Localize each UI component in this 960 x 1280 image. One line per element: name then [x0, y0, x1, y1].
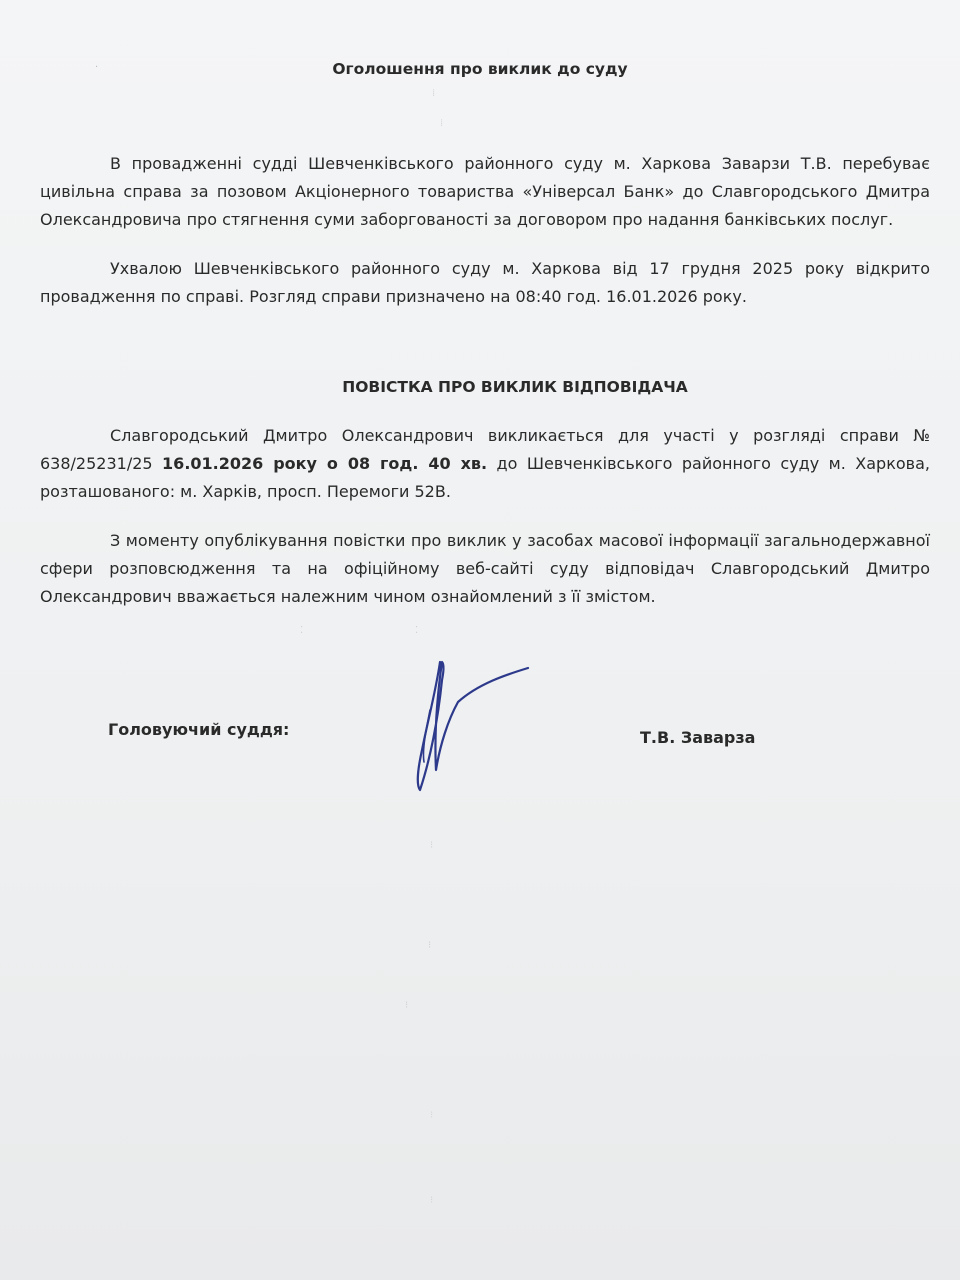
show-through-mark: · [95, 62, 99, 73]
paragraph-ruling-text: Ухвалою Шевченківського районного суду м. Харкова від 17 грудня 2025 року відкрито провадження по справі. Розгляд справи призначено на 08:40 год. 16.01.2026 року. [40, 259, 930, 306]
paragraph-summons-text-2: до Шевченківського районного суду м. Харкова, розташованого: м. Харків, просп. Перемоги 52В. [40, 454, 930, 501]
show-through-mark: ⁚ [415, 625, 419, 636]
paragraph-summons-text-1: Славгородський Дмитро Олександрович викликається для участі у розгляді справи № 638/25231/25 [40, 426, 930, 473]
paragraph-case-info-text: В провадженні судді Шевченківського районного суду м. Харкова Заварзи Т.В. перебуває цивільна справа за позовом Акціонерного товариства «Універсал Банк» до Славгородського Дмитра Олександровича про стягнення суми заборгованості за договором про надання банківських послуг. [40, 154, 930, 229]
show-through-mark: ⁝ [430, 1110, 434, 1121]
paragraph-case-info [40, 150, 930, 234]
document-title: Оголошення про виклик до суду [332, 60, 628, 78]
show-through-mark: ⁝ [428, 940, 432, 951]
paragraph-ruling [40, 255, 930, 311]
paragraph-publication [40, 527, 930, 611]
summons-heading: ПОВІСТКА ПРО ВИКЛИК ВІДПОВІДАЧА [342, 378, 688, 396]
show-through-mark: ⁞ [440, 118, 444, 129]
judge-name: Т.В. Заварза [640, 728, 756, 747]
show-through-mark: ⁝ [405, 1000, 409, 1011]
handwritten-signature [400, 650, 550, 800]
show-through-mark: ⁝ [430, 1195, 434, 1206]
paragraph-publication-text: З моменту опублікування повістки про виклик у засобах масової інформації загальнодержавної сфери розповсюдження та на офіційному веб-сайті суду відповідач Славгородський Дмитро Олександрович вважається належним чином ознайомлений з її змістом. [40, 531, 930, 606]
paragraph-summons-datetime: 16.01.2026 року о 08 год. 40 хв. [162, 454, 488, 473]
paragraph-summons [40, 422, 930, 506]
show-through-mark: ⁞ [432, 88, 436, 99]
show-through-mark: ⁝ [430, 840, 434, 851]
show-through-mark: ⁚ [300, 625, 304, 636]
signature-label: Головуючий суддя: [108, 720, 290, 739]
